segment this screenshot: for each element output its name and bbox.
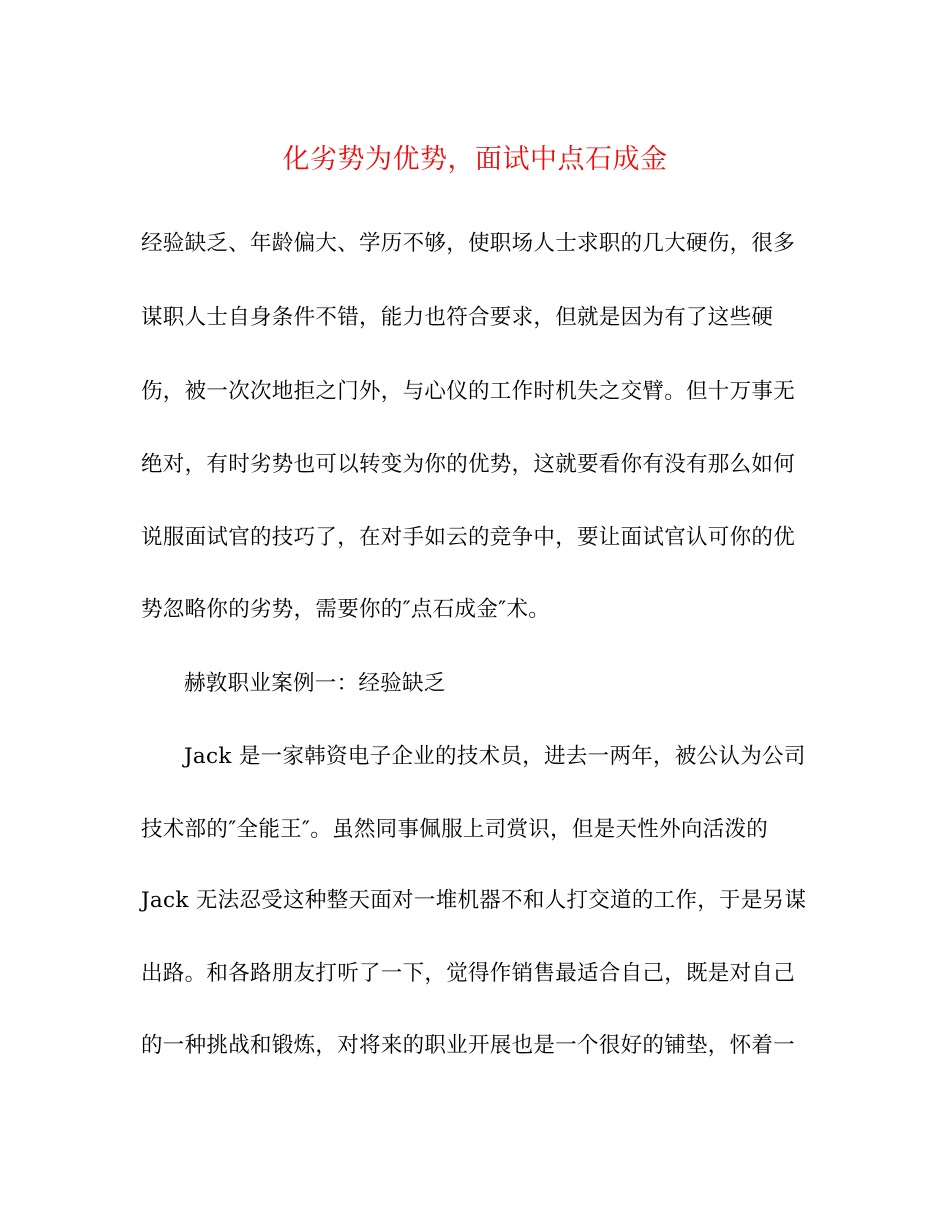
paragraph-line: 绝对，有时劣势也可以转变为你的优势，这就要看你有没有那么如何 bbox=[141, 452, 796, 477]
paragraph-line: Jack 无法忍受这种整天面对一堆机器不和人打交道的工作，于是另谋 bbox=[141, 888, 807, 913]
paragraph-line: Jack 是一家韩资电子企业的技术员，进去一两年，被公认为公司 bbox=[184, 744, 806, 769]
paragraph-line: 伤，被一次次地拒之门外，与心仪的工作时机失之交臂。但十万事无 bbox=[141, 379, 796, 404]
case-heading: 赫敦职业案例一：经验缺乏 bbox=[184, 671, 446, 696]
paragraph-line: 说服面试官的技巧了，在对手如云的竞争中，要让面试官认可你的优 bbox=[141, 525, 796, 550]
paragraph-line: 经验缺乏、年龄偏大、学历不够，使职场人士求职的几大硬伤，很多 bbox=[141, 231, 796, 256]
document-title: 化劣势为优势，面试中点石成金 bbox=[282, 144, 668, 175]
paragraph-line: 谋职人士自身条件不错，能力也符合要求，但就是因为有了这些硬 bbox=[141, 305, 774, 330]
paragraph-line: 出路。和各路朋友打听了一下，觉得作销售最适合自己，既是对自己 bbox=[141, 961, 796, 986]
paragraph-line: 技术部的″全能王″。虽然同事佩服上司赏识，但是天性外向活泼的 bbox=[141, 817, 769, 842]
paragraph-line: 的一种挑战和锻炼，对将来的职业开展也是一个很好的铺垫，怀着一 bbox=[141, 1033, 796, 1058]
paragraph-line: 势忽略你的劣势，需要你的″点石成金″术。 bbox=[141, 597, 551, 622]
